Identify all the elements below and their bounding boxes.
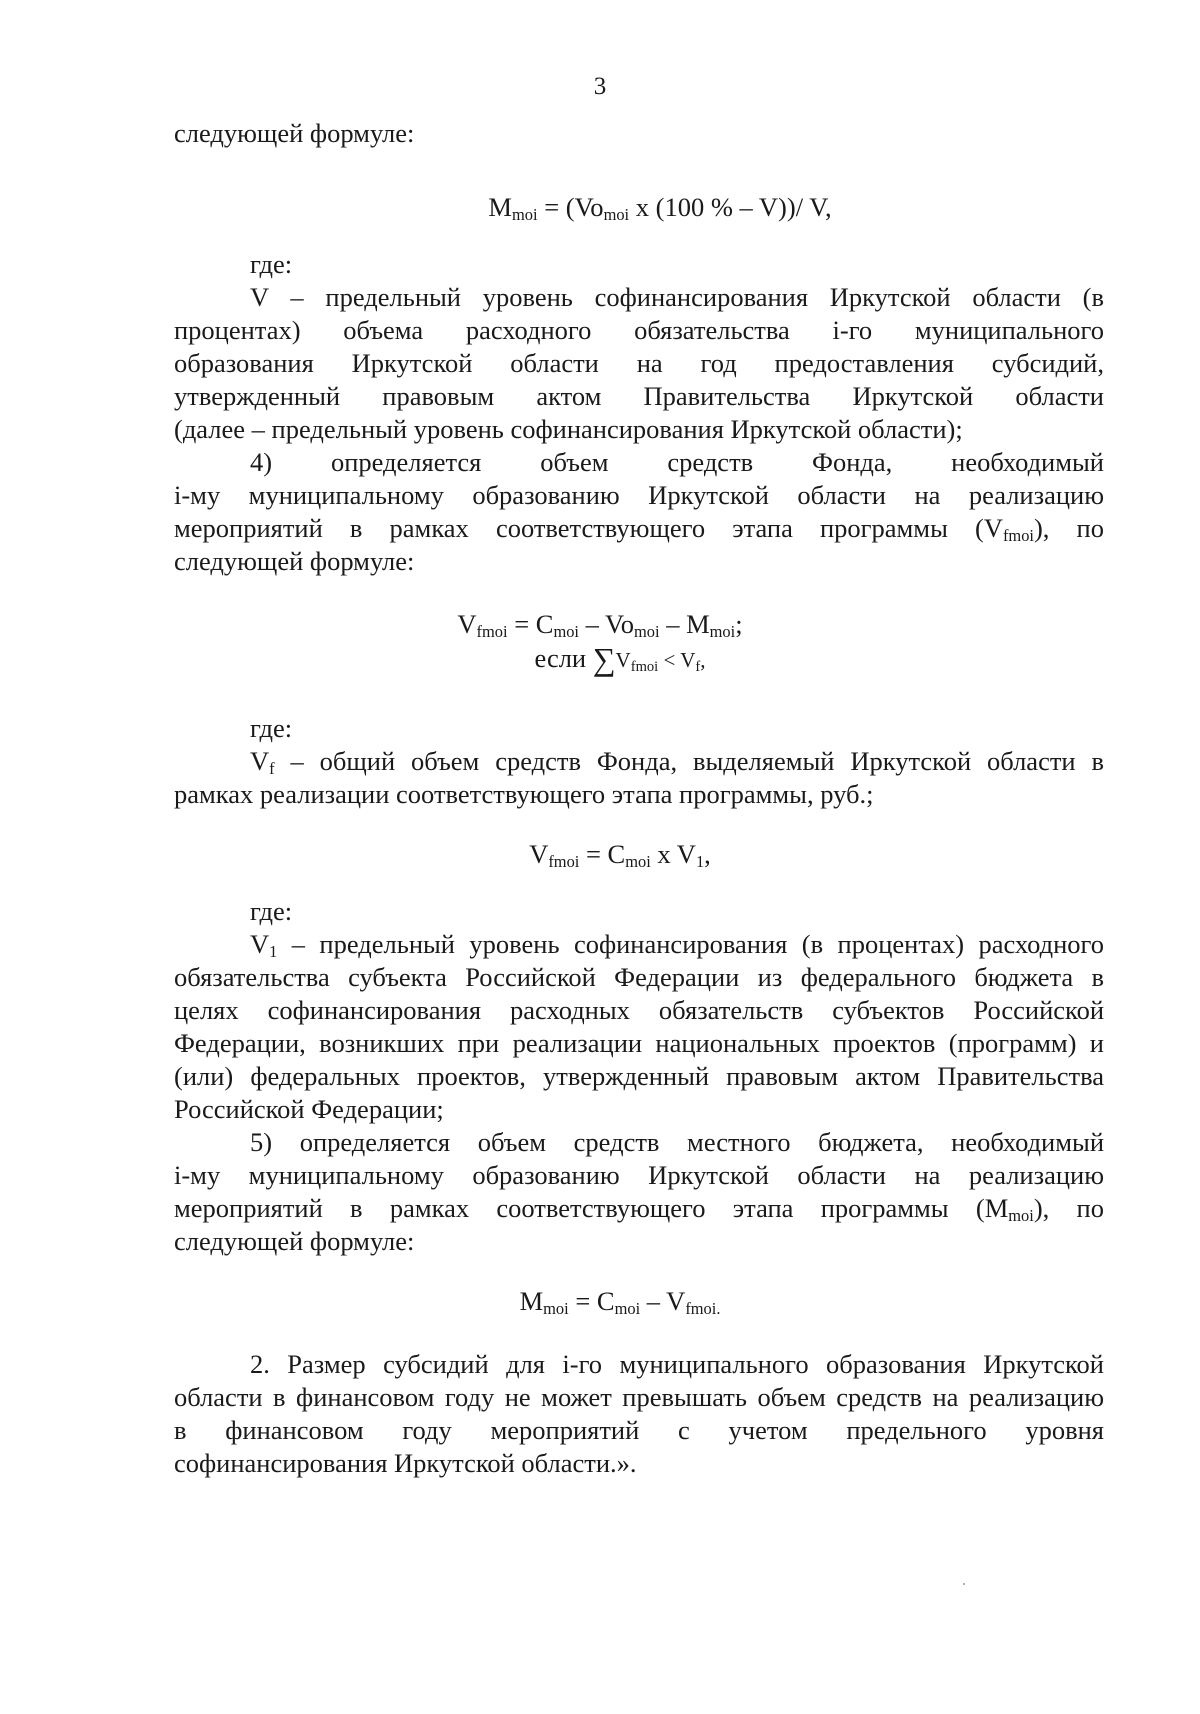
paragraph-where-vf bbox=[174, 712, 1104, 811]
text-line: (или) федеральных проектов, утвержденный правовым актом Правительства bbox=[174, 1061, 1104, 1091]
text-line: утвержденный правовым актом Правительства Иркутской области bbox=[174, 381, 1104, 411]
text-line: 4) определяется объем средств Фонда, необходимый bbox=[250, 447, 1104, 477]
formula-subscript: fmoi. bbox=[685, 1299, 721, 1318]
text-line: образования Иркутской области на год предоставления субсидий, bbox=[174, 348, 1104, 378]
text-line: процентах) объема расходного обязательства i-го муниципального bbox=[174, 315, 1104, 345]
paragraph-clause-2 bbox=[174, 1348, 1104, 1480]
formula-text: – Vo bbox=[579, 609, 634, 639]
text-line: (далее – предельный уровень софинансирования Иркутской области); bbox=[174, 414, 963, 444]
formula-symbol: M bbox=[488, 192, 512, 222]
text-line: целях софинансирования расходных обязательств субъектов Российской bbox=[174, 995, 1104, 1025]
formula-text: = (Vo bbox=[537, 192, 604, 222]
formula-subscript: moi bbox=[625, 852, 651, 871]
formula-text: x V bbox=[650, 839, 696, 869]
text-line: следующей формуле: bbox=[174, 118, 415, 148]
formula-symbol: V bbox=[457, 609, 477, 639]
formula-symbol: V bbox=[529, 839, 549, 869]
text-subscript: fmoi bbox=[1002, 526, 1034, 545]
text-fragment: ), по bbox=[1033, 1193, 1104, 1223]
text-fragment: мероприятий в рамках соответствующего этапа программы (M bbox=[174, 1193, 1009, 1223]
formula-subscript: moi bbox=[709, 622, 736, 641]
text-line bbox=[174, 1192, 1104, 1225]
formula-subscript: moi bbox=[553, 622, 579, 641]
page-number: 3 bbox=[593, 73, 607, 100]
text-subscript: f bbox=[269, 759, 275, 778]
formula-subscript: moi bbox=[543, 1299, 569, 1318]
text-line: следующей формуле: bbox=[174, 546, 415, 576]
formula-subscript: fmoi bbox=[476, 622, 508, 641]
text-line bbox=[174, 745, 1104, 778]
paragraph-item-5 bbox=[174, 1126, 1104, 1258]
formula-condition bbox=[0, 642, 1200, 684]
formula-mmoi bbox=[0, 191, 1200, 224]
text-line: i-му муниципальному образованию Иркутской области на реализацию bbox=[174, 1160, 1104, 1190]
formula-mmoi-2 bbox=[0, 1285, 1200, 1318]
text-line: софинансирования Иркутской области.». bbox=[174, 1448, 637, 1478]
text-fragment: V bbox=[250, 746, 270, 776]
formula-text: x (100 % – V))/ V, bbox=[629, 192, 832, 222]
formula-subscript: f bbox=[695, 659, 701, 675]
text-line: рамках реализации соответствующего этапа программы, руб.; bbox=[174, 779, 874, 809]
formula-vfmoi-2 bbox=[0, 838, 1200, 871]
formula-text: – V bbox=[640, 1286, 686, 1316]
text-subscript: 1 bbox=[269, 942, 278, 961]
text-line: следующей формуле: bbox=[174, 1226, 415, 1256]
formula-subscript: moi bbox=[634, 622, 660, 641]
paragraph-where-v bbox=[174, 248, 1104, 446]
text-line: области в финансовом году не может превышать объем средств на реализацию bbox=[174, 1382, 1104, 1412]
formula-text: = C bbox=[507, 609, 554, 639]
text-line bbox=[174, 928, 1104, 961]
formula-subscript: fmoi bbox=[630, 659, 659, 675]
text-line: в финансовом году мероприятий с учетом предельного уровня bbox=[174, 1415, 1104, 1445]
formula-subscript: fmoi bbox=[548, 852, 580, 871]
paragraph-item-4 bbox=[174, 446, 1104, 578]
text-line: Российской Федерации; bbox=[174, 1094, 444, 1124]
where-label: где: bbox=[250, 713, 293, 743]
formula-text: ; bbox=[735, 609, 743, 639]
where-label: где: bbox=[250, 896, 293, 926]
where-label: где: bbox=[250, 249, 293, 279]
paragraph-where-v1 bbox=[174, 895, 1104, 1126]
formula-vfmoi bbox=[0, 608, 1200, 641]
formula-text: если bbox=[534, 643, 593, 673]
formula-text: < V bbox=[658, 648, 696, 672]
paragraph-intro bbox=[174, 117, 1104, 150]
text-line bbox=[174, 512, 1104, 545]
text-fragment: ), по bbox=[1033, 513, 1104, 543]
formula-symbol: V bbox=[615, 648, 631, 672]
text-line: i-му муниципальному образованию Иркутской области на реализацию bbox=[174, 480, 1104, 510]
formula-text: – M bbox=[659, 609, 710, 639]
text-fragment: V bbox=[250, 929, 270, 959]
formula-text: = C bbox=[579, 839, 626, 869]
sigma-symbol: ∑ bbox=[592, 641, 616, 677]
formula-text: , bbox=[704, 839, 711, 869]
text-subscript: moi bbox=[1008, 1206, 1034, 1225]
formula-text: = C bbox=[568, 1286, 615, 1316]
text-line: 5) определяется объем средств местного бюджета, необходимый bbox=[250, 1127, 1104, 1157]
formula-subscript: moi bbox=[603, 205, 630, 224]
formula-symbol: M bbox=[519, 1286, 544, 1316]
scan-speck bbox=[963, 1583, 965, 1585]
text-fragment: мероприятий в рамках соответствующего этапа программы (V bbox=[174, 513, 1003, 543]
text-line: обязательства субъекта Российской Федерации из федерального бюджета в bbox=[174, 962, 1104, 992]
formula-text: , bbox=[700, 648, 706, 672]
text-line: 2. Размер субсидий для i-го муниципального образования Иркутской bbox=[250, 1349, 1104, 1379]
formula-subscript: moi bbox=[512, 205, 538, 224]
text-line: Федерации, возникших при реализации национальных проектов (программ) и bbox=[174, 1028, 1104, 1058]
formula-subscript: moi bbox=[614, 1299, 641, 1318]
text-line: V – предельный уровень софинансирования Иркутской области (в bbox=[250, 282, 1104, 312]
formula-subscript: 1 bbox=[695, 852, 705, 871]
text-fragment: – предельный уровень софинансирования (в процентах) расходного bbox=[277, 929, 1104, 959]
text-fragment: – общий объем средств Фонда, выделяемый Иркутской области в bbox=[274, 746, 1104, 776]
